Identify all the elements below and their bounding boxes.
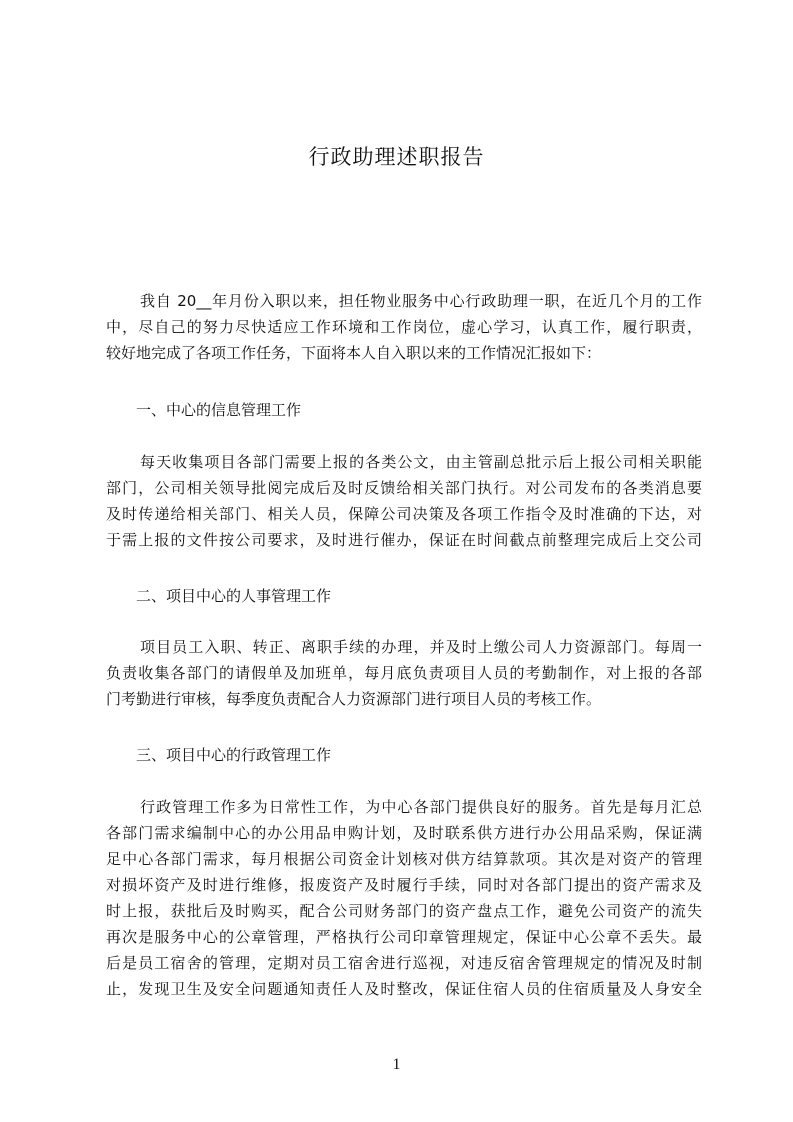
paragraph-line: 中，尽自己的努力尽快适应工作环境和工作岗位，虚心学习，认真工作，履行职责， bbox=[106, 318, 702, 336]
document-title: 行政助理述职报告 bbox=[308, 145, 485, 169]
paragraph-line: 对损坏资产及时进行维修，报废资产及时履行手续，同时对各部门提出的资产需求及 bbox=[106, 876, 702, 894]
section-heading-hr-management: 二、项目中心的人事管理工作 bbox=[136, 587, 332, 605]
paragraph-line: 时上报，获批后及时购买，配合公司财务部门的资产盘点工作，避免公司资产的流失 bbox=[106, 902, 702, 920]
section-paragraph-info-management bbox=[106, 449, 702, 553]
section-heading-info-management: 一、中心的信息管理工作 bbox=[136, 401, 302, 419]
paragraph-line: 各部门需求编制中心的办公用品申购计划，及时联系供方进行办公用品采购，保证满 bbox=[106, 824, 702, 842]
section-paragraph-hr-management bbox=[106, 634, 702, 712]
paragraph-line: 项目员工入职、转正、离职手续的办理，并及时上缴公司人力资源部门。每周一 bbox=[140, 638, 702, 656]
paragraph-line: 止，发现卫生及安全问题通知责任人及时整改，保证住宿人员的住宿质量及人身安全 bbox=[106, 980, 702, 998]
paragraph-line: 部门，公司相关领导批阅完成后及时反馈给相关部门执行。对公司发布的各类消息要 bbox=[106, 479, 702, 497]
paragraph-line: 于需上报的文件按公司要求，及时进行催办，保证在时间截点前整理完成后上交公司 bbox=[106, 531, 702, 549]
paragraph-line: 后是员工宿舍的管理，定期对员工宿舍进行巡视，对违反宿舍管理规定的情况及时制 bbox=[106, 954, 702, 972]
section-paragraph-admin-management bbox=[106, 794, 702, 1002]
paragraph-line: 门考勤进行审核，每季度负责配合人力资源部门进行项目人员的考核工作。 bbox=[106, 690, 602, 708]
intro-paragraph bbox=[106, 288, 702, 366]
paragraph-line: 足中心各部门需求，每月根据公司资金计划核对供方结算款项。其次是对资产的管理 bbox=[106, 850, 702, 868]
paragraph-line: 再次是服务中心的公章管理，严格执行公司印章管理规定，保证中心公章不丢失。最 bbox=[106, 928, 702, 946]
paragraph-line: 每天收集项目各部门需要上报的各类公文，由主管副总批示后上报公司相关职能 bbox=[140, 453, 702, 471]
paragraph-line: 及时传递给相关部门、相关人员，保障公司决策及各项工作指令及时准确的下达，对 bbox=[106, 505, 702, 523]
paragraph-line: 我自 20__年月份入职以来，担任物业服务中心行政助理一职，在近几个月的工作 bbox=[140, 292, 702, 310]
section-heading-admin-management: 三、项目中心的行政管理工作 bbox=[136, 746, 332, 764]
paragraph-line: 负责收集各部门的请假单及加班单，每月底负责项目人员的考勤制作，对上报的各部 bbox=[106, 664, 702, 682]
paragraph-line: 行政管理工作多为日常性工作，为中心各部门提供良好的服务。首先是每月汇总 bbox=[140, 798, 702, 816]
paragraph-line: 较好地完成了各项工作任务，下面将本人自入职以来的工作情况汇报如下： bbox=[106, 344, 602, 362]
page-number: 1 bbox=[392, 1056, 401, 1073]
